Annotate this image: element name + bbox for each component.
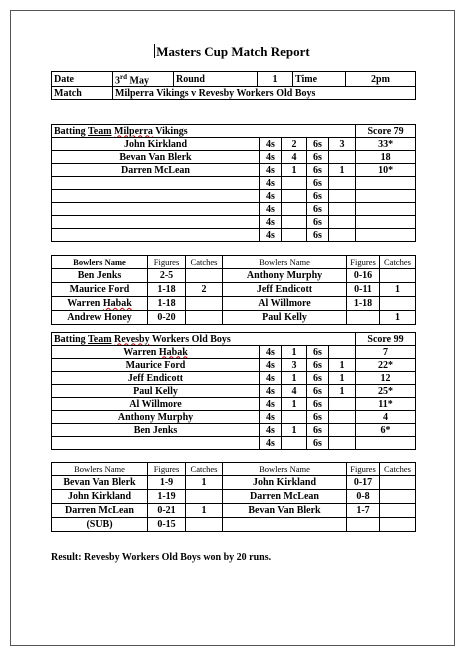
fours-count: 1 bbox=[282, 398, 307, 411]
bowler-catches bbox=[380, 297, 416, 311]
bowler-figures: 1-18 bbox=[347, 297, 380, 311]
batter-name: Darren McLean bbox=[52, 164, 260, 177]
team-score: Score 79 bbox=[356, 125, 416, 138]
bowling-column-header: Figures bbox=[347, 256, 380, 269]
runs-scored: 10* bbox=[356, 164, 416, 177]
sixes-label: 6s bbox=[307, 151, 329, 164]
bowler-figures: 1-9 bbox=[148, 476, 186, 490]
fours-count: 1 bbox=[282, 164, 307, 177]
bowler-figures: 0-21 bbox=[148, 504, 186, 518]
runs-scored: 22* bbox=[356, 359, 416, 372]
fours-count: 2 bbox=[282, 138, 307, 151]
bowler-name: Andrew Honey bbox=[52, 311, 148, 325]
batter-name: Bevan Van Blerk bbox=[52, 151, 260, 164]
round-value: 1 bbox=[258, 72, 293, 87]
bowler-name: Paul Kelly bbox=[223, 311, 347, 325]
batter-name bbox=[52, 203, 260, 216]
batter-row bbox=[52, 164, 416, 177]
bowler-figures: 2-5 bbox=[148, 269, 186, 283]
fours-label: 4s bbox=[260, 398, 282, 411]
fours-count: 1 bbox=[282, 346, 307, 359]
bowler-catches bbox=[380, 504, 416, 518]
fours-count: 1 bbox=[282, 372, 307, 385]
bowler-catches bbox=[380, 518, 416, 532]
sixes-label: 6s bbox=[307, 216, 329, 229]
batting-header: Batting Team Milperra Vikings bbox=[52, 125, 356, 138]
bowler-figures: 1-19 bbox=[148, 490, 186, 504]
batter-row bbox=[52, 151, 416, 164]
bowler-catches bbox=[186, 518, 223, 532]
batter-name: Warren Habak bbox=[52, 346, 260, 359]
bowling-column-header: Bowlers Name bbox=[52, 463, 148, 476]
batter-row bbox=[52, 229, 416, 242]
fours-count bbox=[282, 216, 307, 229]
sixes-count bbox=[329, 437, 356, 450]
bowler-name: Darren McLean bbox=[223, 490, 347, 504]
sixes-count: 1 bbox=[329, 372, 356, 385]
sixes-count: 3 bbox=[329, 138, 356, 151]
bowler-catches bbox=[380, 476, 416, 490]
batting-table-revesby bbox=[51, 332, 416, 450]
bowler-figures: 0-16 bbox=[347, 269, 380, 283]
fours-label: 4s bbox=[260, 424, 282, 437]
runs-scored: 11* bbox=[356, 398, 416, 411]
time-value: 2pm bbox=[346, 72, 416, 87]
batter-name: Maurice Ford bbox=[52, 359, 260, 372]
runs-scored bbox=[356, 216, 416, 229]
bowling-row bbox=[52, 476, 416, 490]
fours-count bbox=[282, 190, 307, 203]
runs-scored bbox=[356, 437, 416, 450]
date-label: Date bbox=[52, 72, 113, 87]
batter-row bbox=[52, 398, 416, 411]
bowler-catches: 1 bbox=[186, 476, 223, 490]
bowler-figures: 1-7 bbox=[347, 504, 380, 518]
sixes-count: 1 bbox=[329, 385, 356, 398]
bowler-name bbox=[223, 518, 347, 532]
bowling-header-row bbox=[52, 463, 416, 476]
fours-label: 4s bbox=[260, 164, 282, 177]
bowler-figures: 0-17 bbox=[347, 476, 380, 490]
bowler-catches bbox=[186, 311, 223, 325]
sixes-label: 6s bbox=[307, 359, 329, 372]
bowler-catches bbox=[186, 297, 223, 311]
bowler-name: (SUB) bbox=[52, 518, 148, 532]
batter-name bbox=[52, 229, 260, 242]
bowling-row bbox=[52, 311, 416, 325]
sixes-count bbox=[329, 346, 356, 359]
bowling-row bbox=[52, 504, 416, 518]
fours-count: 1 bbox=[282, 424, 307, 437]
runs-scored: 7 bbox=[356, 346, 416, 359]
bowling-row bbox=[52, 283, 416, 297]
bowling-column-header: Bowlers Name bbox=[223, 256, 347, 269]
sixes-count bbox=[329, 203, 356, 216]
batting-table-milperra bbox=[51, 124, 416, 242]
bowling-column-header: Bowlers Name bbox=[52, 256, 148, 269]
time-label: Time bbox=[293, 72, 346, 87]
batter-name bbox=[52, 216, 260, 229]
fours-label: 4s bbox=[260, 359, 282, 372]
bowling-row bbox=[52, 490, 416, 504]
batter-name bbox=[52, 437, 260, 450]
sixes-label: 6s bbox=[307, 372, 329, 385]
match-info-table bbox=[51, 71, 416, 100]
bowler-name: John Kirkland bbox=[223, 476, 347, 490]
bowler-catches: 1 bbox=[380, 311, 416, 325]
batter-row bbox=[52, 411, 416, 424]
bowling-column-header: Figures bbox=[148, 463, 186, 476]
runs-scored: 6* bbox=[356, 424, 416, 437]
fours-count bbox=[282, 411, 307, 424]
bowling-column-header: Catches bbox=[380, 463, 416, 476]
batter-row bbox=[52, 385, 416, 398]
bowling-header-row bbox=[52, 256, 416, 269]
fours-label: 4s bbox=[260, 151, 282, 164]
sixes-count bbox=[329, 151, 356, 164]
fours-count bbox=[282, 203, 307, 216]
bowler-figures bbox=[347, 518, 380, 532]
sixes-count bbox=[329, 411, 356, 424]
batter-row bbox=[52, 437, 416, 450]
batter-name: Jeff Endicott bbox=[52, 372, 260, 385]
sixes-label: 6s bbox=[307, 190, 329, 203]
bowler-name: Darren McLean bbox=[52, 504, 148, 518]
bowler-name: Bevan Van Blerk bbox=[52, 476, 148, 490]
bowler-catches bbox=[380, 269, 416, 283]
runs-scored: 18 bbox=[356, 151, 416, 164]
match-result: Result: Revesby Workers Old Boys won by 20 runs. bbox=[51, 552, 272, 563]
fours-label: 4s bbox=[260, 229, 282, 242]
bowler-name: Ben Jenks bbox=[52, 269, 148, 283]
round-label: Round bbox=[174, 72, 258, 87]
batter-name: Al Willmore bbox=[52, 398, 260, 411]
fours-label: 4s bbox=[260, 437, 282, 450]
bowler-name: Warren Habak bbox=[52, 297, 148, 311]
fours-label: 4s bbox=[260, 346, 282, 359]
bowler-name: Maurice Ford bbox=[52, 283, 148, 297]
sixes-label: 6s bbox=[307, 385, 329, 398]
fours-label: 4s bbox=[260, 372, 282, 385]
bowling-column-header: Figures bbox=[347, 463, 380, 476]
fours-label: 4s bbox=[260, 203, 282, 216]
runs-scored: 25* bbox=[356, 385, 416, 398]
runs-scored bbox=[356, 177, 416, 190]
bowler-figures: 1-18 bbox=[148, 283, 186, 297]
batter-row bbox=[52, 216, 416, 229]
bowling-row bbox=[52, 297, 416, 311]
batter-name bbox=[52, 190, 260, 203]
bowler-figures: 1-18 bbox=[148, 297, 186, 311]
runs-scored: 12 bbox=[356, 372, 416, 385]
sixes-label: 6s bbox=[307, 229, 329, 242]
fours-label: 4s bbox=[260, 177, 282, 190]
sixes-count bbox=[329, 177, 356, 190]
runs-scored: 4 bbox=[356, 411, 416, 424]
batter-row bbox=[52, 177, 416, 190]
bowling-row bbox=[52, 269, 416, 283]
runs-scored bbox=[356, 229, 416, 242]
fours-label: 4s bbox=[260, 385, 282, 398]
batter-name bbox=[52, 177, 260, 190]
match-label: Match bbox=[52, 87, 113, 100]
bowler-figures: 0-20 bbox=[148, 311, 186, 325]
bowler-catches: 1 bbox=[380, 283, 416, 297]
fours-count bbox=[282, 229, 307, 242]
bowling-column-header: Catches bbox=[186, 463, 223, 476]
fours-label: 4s bbox=[260, 138, 282, 151]
sixes-count: 1 bbox=[329, 164, 356, 177]
bowler-name: Bevan Van Blerk bbox=[223, 504, 347, 518]
bowler-name: John Kirkland bbox=[52, 490, 148, 504]
bowler-catches bbox=[380, 490, 416, 504]
batter-name: Paul Kelly bbox=[52, 385, 260, 398]
bowling-column-header: Catches bbox=[186, 256, 223, 269]
match-value: Milperra Vikings v Revesby Workers Old Boys bbox=[113, 87, 416, 100]
batting-header: Batting Team Revesby Workers Old Boys bbox=[52, 333, 356, 346]
batter-name: John Kirkland bbox=[52, 138, 260, 151]
sixes-label: 6s bbox=[307, 203, 329, 216]
bowler-figures: 0-15 bbox=[148, 518, 186, 532]
sixes-label: 6s bbox=[307, 177, 329, 190]
fours-label: 4s bbox=[260, 411, 282, 424]
batter-row bbox=[52, 424, 416, 437]
sixes-count bbox=[329, 190, 356, 203]
bowler-figures bbox=[347, 311, 380, 325]
bowler-catches: 1 bbox=[186, 504, 223, 518]
sixes-count bbox=[329, 216, 356, 229]
report-title: Masters Cup Match Report bbox=[156, 44, 310, 59]
batter-row bbox=[52, 138, 416, 151]
batter-row bbox=[52, 190, 416, 203]
bowler-catches bbox=[186, 490, 223, 504]
sixes-count bbox=[329, 398, 356, 411]
bowling-column-header: Figures bbox=[148, 256, 186, 269]
bowling-row bbox=[52, 518, 416, 532]
sixes-label: 6s bbox=[307, 424, 329, 437]
sixes-label: 6s bbox=[307, 138, 329, 151]
bowling-column-header: Bowlers Name bbox=[223, 463, 347, 476]
runs-scored: 33* bbox=[356, 138, 416, 151]
sixes-label: 6s bbox=[307, 164, 329, 177]
batter-row bbox=[52, 372, 416, 385]
bowling-column-header: Catches bbox=[380, 256, 416, 269]
bowler-name: Anthony Murphy bbox=[223, 269, 347, 283]
bowling-table-innings1 bbox=[51, 255, 416, 325]
sixes-label: 6s bbox=[307, 346, 329, 359]
sixes-count bbox=[329, 424, 356, 437]
batter-row bbox=[52, 359, 416, 372]
fours-count bbox=[282, 177, 307, 190]
document-page bbox=[10, 10, 455, 646]
team-score: Score 99 bbox=[356, 333, 416, 346]
fours-count: 3 bbox=[282, 359, 307, 372]
fours-count bbox=[282, 437, 307, 450]
bowler-name: Jeff Endicott bbox=[223, 283, 347, 297]
fours-count: 4 bbox=[282, 385, 307, 398]
batter-name: Anthony Murphy bbox=[52, 411, 260, 424]
bowler-figures: 0-8 bbox=[347, 490, 380, 504]
sixes-count bbox=[329, 229, 356, 242]
runs-scored bbox=[356, 190, 416, 203]
bowler-catches bbox=[186, 269, 223, 283]
fours-count: 4 bbox=[282, 151, 307, 164]
runs-scored bbox=[356, 203, 416, 216]
batter-name: Ben Jenks bbox=[52, 424, 260, 437]
sixes-label: 6s bbox=[307, 437, 329, 450]
sixes-count: 1 bbox=[329, 359, 356, 372]
sixes-label: 6s bbox=[307, 398, 329, 411]
bowling-table-innings2 bbox=[51, 462, 416, 532]
batter-row bbox=[52, 346, 416, 359]
fours-label: 4s bbox=[260, 216, 282, 229]
batter-row bbox=[52, 203, 416, 216]
bowler-catches: 2 bbox=[186, 283, 223, 297]
date-value: 3rd May bbox=[113, 72, 174, 87]
bowler-name: Al Willmore bbox=[223, 297, 347, 311]
sixes-label: 6s bbox=[307, 411, 329, 424]
bowler-figures: 0-11 bbox=[347, 283, 380, 297]
fours-label: 4s bbox=[260, 190, 282, 203]
